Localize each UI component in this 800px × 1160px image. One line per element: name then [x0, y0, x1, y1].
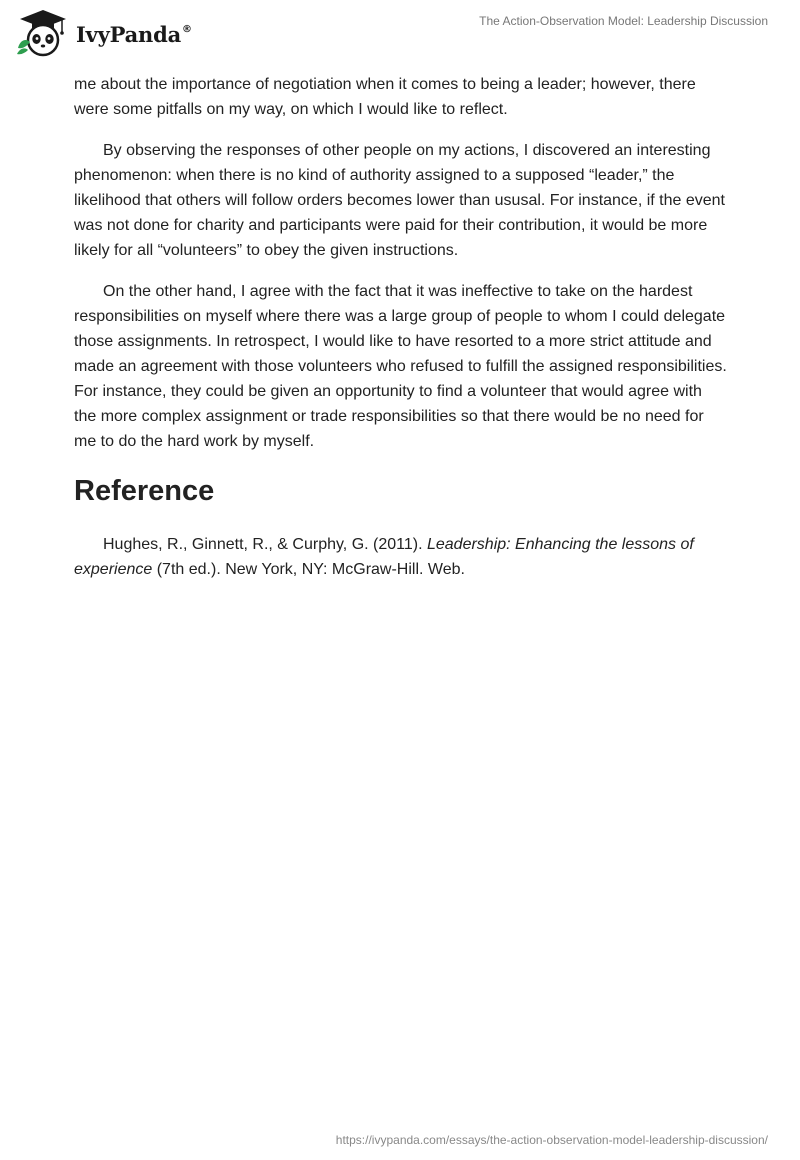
registered-mark: ®	[182, 23, 192, 35]
document-title: The Action-Observation Model: Leadership Discussion	[479, 14, 768, 28]
page-header	[0, 0, 800, 64]
source-url[interactable]: https://ivypanda.com/essays/the-action-observation-model-leadership-discussion/	[335, 1133, 768, 1147]
ivypanda-logo[interactable]	[14, 8, 192, 58]
panda-graduate-icon	[14, 8, 72, 58]
reference-heading: Reference	[74, 475, 215, 507]
reference-entry	[74, 532, 728, 582]
body-paragraph: By observing the responses of other people on my actions, I discovered an interesting phenomenon: when there is no kind of authority assigned to a supposed “leader,” the likelihood that others will follow orders becomes lower than ususal. For instance, if the event was not done for charity and participants were paid for their contribution, it would be more likely for all “volunteers” to obey the given instructions.	[74, 142, 725, 259]
body-paragraph: me about the importance of negotiation when it comes to being a leader; however, there were some pitfalls on my way, on which I would like to reflect.	[74, 76, 696, 118]
reference-publication: (7th ed.). New York, NY: McGraw-Hill. Web.	[152, 561, 465, 578]
reference-authors: Hughes, R., Ginnett, R., & Curphy, G. (2011).	[103, 536, 427, 553]
essay-content	[74, 72, 728, 598]
brand-name: IvyPanda®	[76, 21, 192, 47]
reference-title: Leadership: Enhancing the lessons of experience	[74, 536, 694, 578]
body-paragraph: On the other hand, I agree with the fact that it was ineffective to take on the hardest responsibilities on myself where there was a large group of people to whom I could delegate those assignments. In retrospect, I would like to have resorted to a more strict attitude and made an agreement with those volunteers who refused to fulfill the assigned responsibilities. For instance, they could be given an opportunity to find a volunteer that would agree with the more complex assignment or trade responsibilities so that there would be no need for me to do the hard work by myself.	[74, 283, 727, 450]
